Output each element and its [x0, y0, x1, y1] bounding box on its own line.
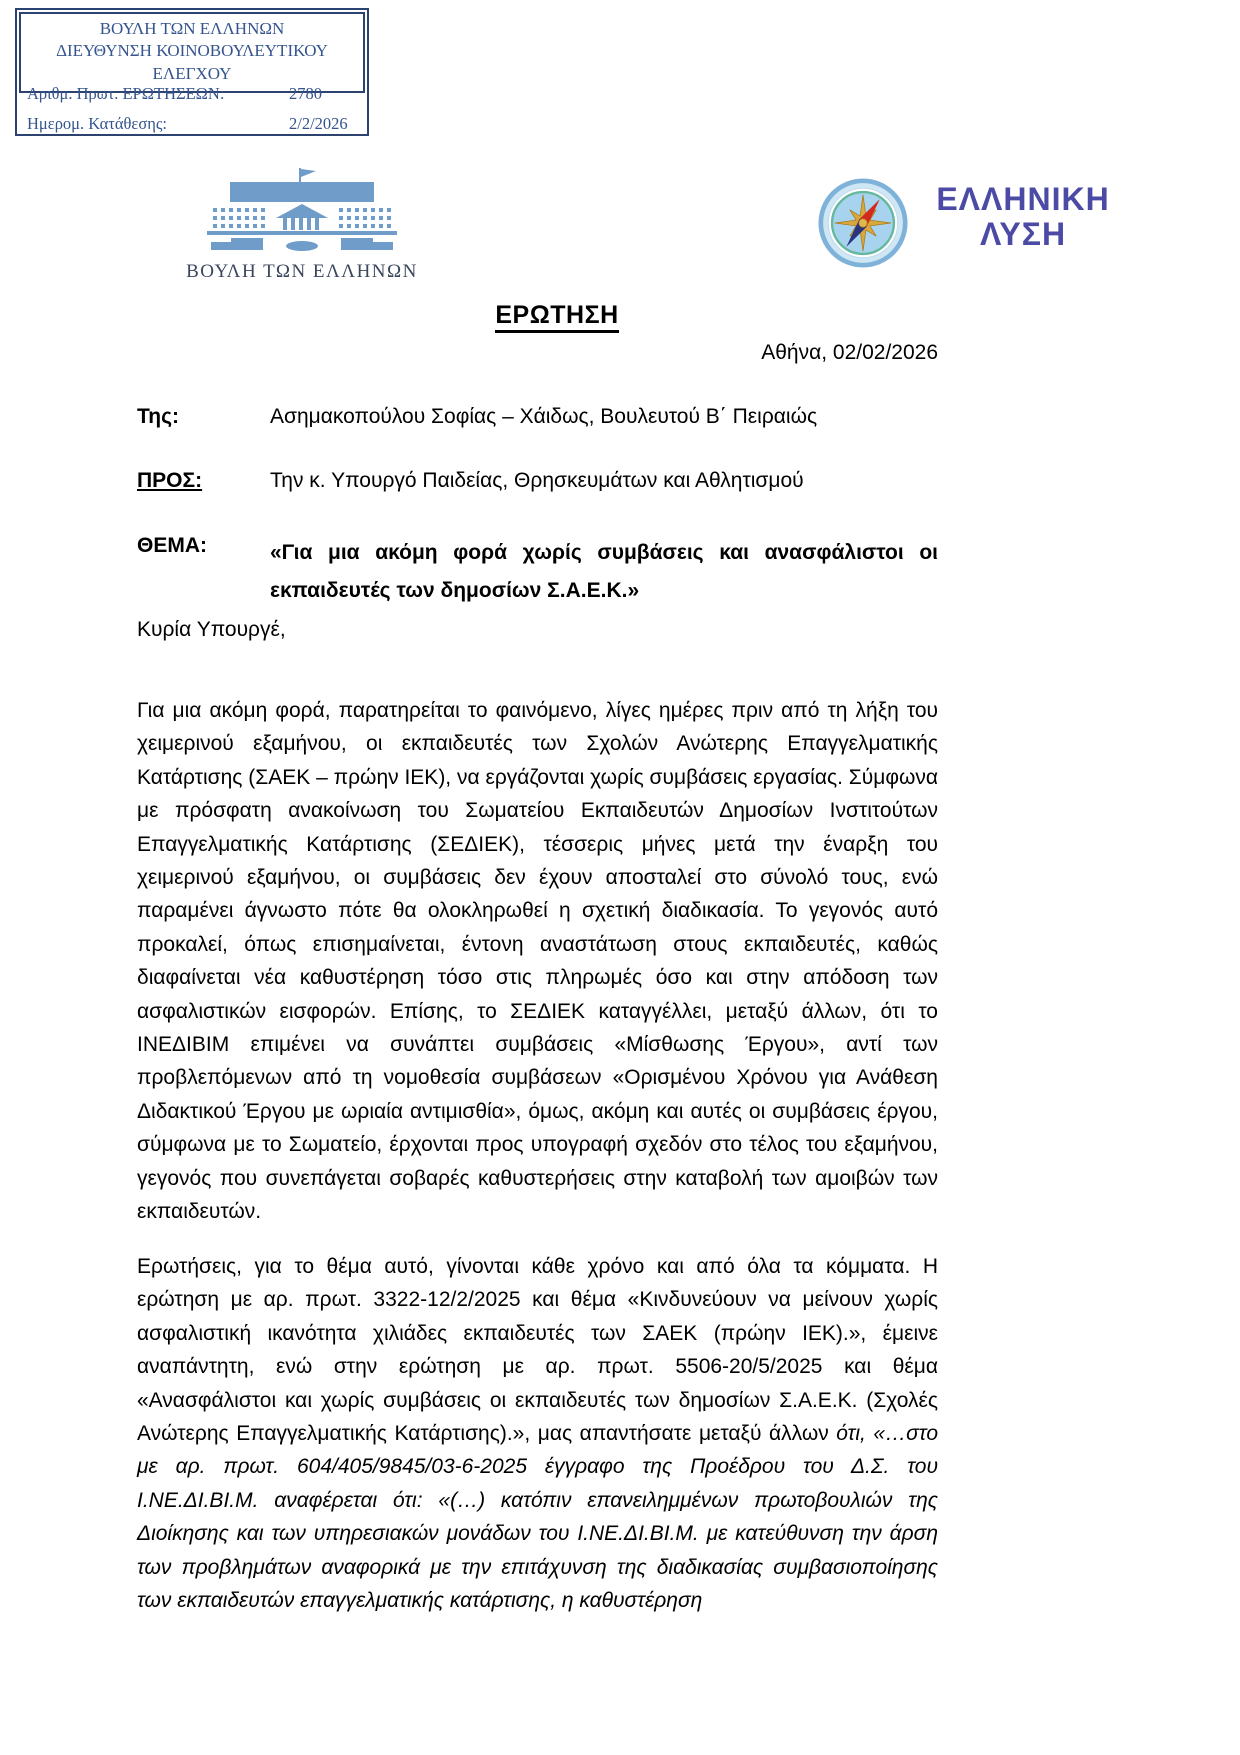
party-name-line2: ΛΥΣΗ [979, 216, 1067, 252]
body-paragraph-2-quote: ότι, «…στο με αρ. πρωτ. 604/405/9845/03-6-2025 έγγραφο της Προέδρου του Δ.Σ. του Ι.ΝΕ.ΔΙ.ΒΙ.Μ. αναφέρεται ότι: «(…) κατόπιν επανειλημμένων πρωτοβουλιών της Διοίκησης και των υπηρεσιακών μονάδων του Ι.ΝΕ.ΔΙ.ΒΙ.Μ. με κατεύθυνση την άρση των προβλημάτων αναφορικά με την επιτάχυνση της διαδικασίας συμβασιοποίησης των εκπαιδευτών επαγγελματικής κατάρτισης, η καθυστέρηση [137, 1422, 938, 1613]
building-right-steps [341, 238, 393, 250]
building-pediment [276, 204, 328, 218]
document-title-wrap [137, 301, 977, 330]
subject-value: «Για μια ακόμη φορά χωρίς συμβάσεις και ανασφάλιστοι οι εκπαιδευτές των δημοσίων Σ.Α.Ε.Κ.» [270, 541, 938, 602]
party-name [918, 182, 1128, 252]
flag-icon [301, 169, 316, 177]
building-base-line [207, 231, 397, 235]
salutation: Κυρία Υπουργέ, [137, 618, 286, 641]
compass-icon [818, 178, 908, 268]
flag-pole [299, 168, 301, 183]
parliament-logo-caption: ΒΟΥΛΗ ΤΩΝ ΕΛΛΗΝΩΝ [186, 261, 418, 282]
dateline: Αθήνα, 02/02/2026 [761, 341, 938, 364]
deposit-date-row [27, 114, 361, 134]
parliament-building-icon [197, 168, 407, 252]
document-title: ΕΡΩΤΗΣΗ [495, 301, 618, 333]
body-paragraph-1: Για μια ακόμη φορά, παρατηρείται το φαινόμενο, λίγες ημέρες πριν από τη λήξη του χειμερινού εξαμήνου, οι εκπαιδευτές των Σχολών Ανώτερης Επαγγελματικής Κατάρτισης (ΣΑΕΚ – πρώην ΙΕΚ), να εργάζονται χωρίς συμβάσεις εργασίας. Σύμφωνα με πρόσφατη ανακοίνωση του Σωματείου Εκπαιδευτών Δημοσίων Ινστιτούτων Επαγγελματικής Κατάρτισης (ΣΕΔΙΕΚ), τέσσερις μήνες μετά την έναρξη του χειμερινού εξαμήνου, οι συμβάσεις δεν έχουν αποσταλεί στο σύνολό τους, ενώ παραμένει άγνωστο πότε θα ολοκληρωθεί η σχετική διαδικασία. Το γεγονός αυτό προκαλεί, όπως επισημαίνεται, έντονη αναστάτωση στους εκπαιδευτές, καθώς διαφαίνεται νέα καθυστέρηση τόσο στις πληρωμές όσο και στην απόδοση των ασφαλιστικών εισφορών. Επίσης, το ΣΕΔΙΕΚ καταγγέλλει, μεταξύ άλλων, ότι το ΙΝΕΔΙΒΙΜ επιμένει να συνάπτει συμβάσεις «Μίσθωσης Έργου», αντί των προβλεπόμενων από τη νομοθεσία συμβάσεων «Ορισμένου Χρόνου για Ανάθεση Διδακτικού Έργου με ωριαία αντιμισθία», όμως, ακόμη και αυτές οι συμβάσεις έργου, σύμφωνα με το Σωματείο, έρχονται προς υπογραφή σχεδόν στο τέλος του εξαμήνου, γεγονός που συνεπάγεται σοβαρές καθυστερήσεις στην καταβολή των αμοιβών των εκπαιδευτών. [137, 699, 938, 1224]
building-top-block [230, 182, 374, 202]
compass-center-pin [859, 219, 867, 227]
protocol-number-row [27, 84, 361, 104]
to-value: Την κ. Υπουργό Παιδείας, Θρησκευμάτων και Αθλητισμού [270, 469, 804, 492]
deposit-date-label: Ημερομ. Κατάθεσης: [27, 114, 167, 133]
protocol-number-value: 2780 [289, 84, 322, 103]
building-left-steps [211, 238, 263, 250]
protocol-stamp-box [15, 8, 369, 136]
building-entrance [286, 241, 318, 251]
body-paragraph-2 [137, 1250, 938, 1617]
stamp-header-line2: ΔΙΕΥΘΥΝΣΗ ΚΟΙΝΟΒΟΥΛΕΥΤΙΚΟΥ ΕΛΕΓΧΟΥ [56, 41, 328, 83]
stamp-header-line1: ΒΟΥΛΗ ΤΩΝ ΕΛΛΗΝΩΝ [99, 19, 285, 38]
body-paragraph-2-normal: Ερωτήσεις, για το θέμα αυτό, γίνονται κάθε χρόνο και από όλα τα κόμματα. Η ερώτηση με αρ. πρωτ. 3322-12/2/2025 και θέμα «Κινδυνεύουν να μείνουν χωρίς ασφαλιστική ικανότητα χιλιάδες εκπαιδευτές των ΣΑΕΚ (πρώην ΙΕΚ).», έμεινε αναπάντητη, ενώ στην ερώτηση με αρ. πρωτ. 5506-20/5/2025 και θέμα «Ανασφάλιστοι και χωρίς συμβάσεις οι εκπαιδευτές των δημοσίων Σ.Α.Ε.Κ. (Σχολές Ανώτερης Επαγγελματικής Κατάρτισης).», μας απαντήσατε μεταξύ άλλων [137, 1255, 938, 1446]
to-label: ΠΡΟΣ: [137, 469, 203, 492]
from-value: Ασημακοπούλου Σοφίας – Χάιδως, Βουλευτού Β΄ Πειραιώς [270, 405, 818, 428]
party-name-line1: ΕΛΛΗΝΙΚΗ [936, 181, 1110, 217]
from-label: Της: [137, 405, 180, 428]
deposit-date-value: 2/2/2026 [289, 114, 348, 133]
stamp-header [19, 12, 365, 93]
subject-label: ΘΕΜΑ: [137, 534, 207, 557]
party-logo [818, 176, 1138, 271]
protocol-number-label: Αριθμ. Πρωτ. ΕΡΩΤΗΣΕΩΝ: [27, 84, 225, 103]
parliament-logo [168, 168, 436, 283]
